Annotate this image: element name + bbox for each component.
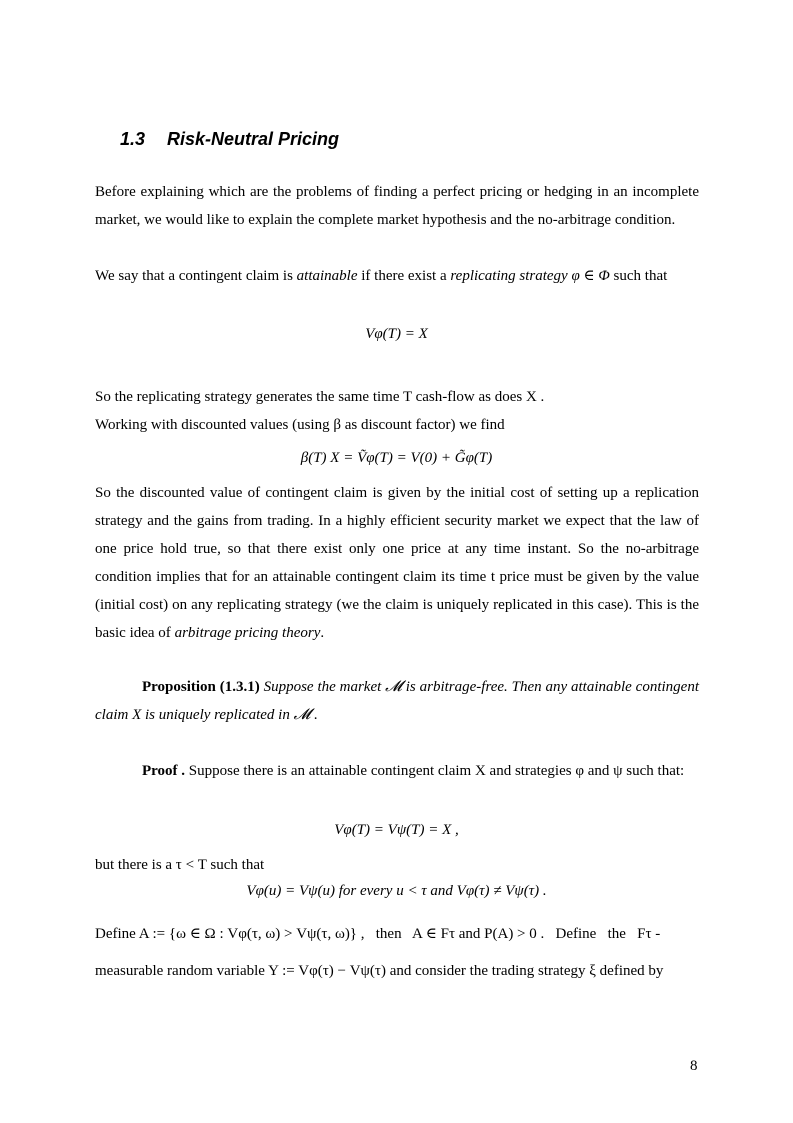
term-arbitrage-pricing-theory: arbitrage pricing theory: [174, 625, 321, 641]
proof-text: Suppose there is an attainable contingent claim X and strategies φ and ψ such that:: [185, 763, 685, 779]
math-inline: φ ∈ Φ: [567, 268, 614, 284]
section-number: 1.3: [120, 129, 146, 149]
proof: [95, 757, 699, 785]
paragraph-discounted: Working with discounted values (using β as discount factor) we find: [95, 417, 505, 433]
equation-replication: Vφ(T) = X: [365, 326, 428, 342]
proposition-text: Suppose the market 𝓜 is arbitrage-free. Then any attainable contingent claim X is uniquely replicated in 𝓜 .: [95, 679, 699, 723]
paragraph-cashflow: So the replicating strategy generates the same time T cash-flow as does X .: [95, 389, 545, 405]
section-title: Risk-Neutral Pricing: [167, 129, 340, 149]
proposition: [95, 673, 699, 729]
equation-discounted-value: β(T) X = Ṽφ(T) = V(0) + G̃φ(T): [300, 450, 493, 466]
paragraph-arbitrage: [95, 479, 699, 647]
text-run: So the discounted value of contingent claim is given by the initial cost of setting up a replication strategy and the gains from trading. In a highly efficient security market we expect that the law of one price hold true, so that there exist only one price at any time instant. So the no-arbitrage condition implies that for an attainable contingent claim its time t price must be given by the value (initial cost) on any replicating strategy (we the claim is uniquely replicated in this case). This is the basic idea of: [95, 485, 699, 641]
proposition-label: Proposition (1.3.1): [142, 679, 260, 695]
text-run: We say that a contingent claim is: [95, 268, 297, 284]
text-run: such that: [613, 268, 668, 284]
line-but: but there is a τ < T such that: [95, 857, 265, 873]
term-replicating-strategy: replicating strategy: [450, 268, 568, 284]
page-number: 8: [690, 1058, 698, 1074]
equation-terminal-values: Vφ(T) = Vψ(T) = X ,: [334, 822, 459, 838]
paragraph-attainable: [95, 262, 699, 290]
term-attainable: attainable: [296, 268, 358, 284]
equation-strategy-condition: Vφ(u) = Vψ(u) for every u < τ and Vφ(τ) ≠ Vψ(τ) .: [246, 883, 547, 899]
line-define-a: Define A := {ω ∈ Ω : Vφ(τ, ω) > Vψ(τ, ω)} , then A ∈ Fτ and P(A) > 0 . Define the Fτ -: [95, 926, 661, 942]
proof-label: Proof .: [142, 763, 186, 779]
line-measurable: measurable random variable Y := Vφ(τ) − Vψ(τ) and consider the trading strategy ξ defined by: [95, 963, 664, 979]
text-run: .: [320, 625, 325, 641]
text-run: if there exist a: [357, 268, 451, 284]
section-heading: [120, 129, 339, 150]
paragraph-intro: Before explaining which are the problems of finding a perfect pricing or hedging in an incomplete market, we would like to explain the complete market hypothesis and the no-arbitrage condition.: [95, 184, 699, 228]
